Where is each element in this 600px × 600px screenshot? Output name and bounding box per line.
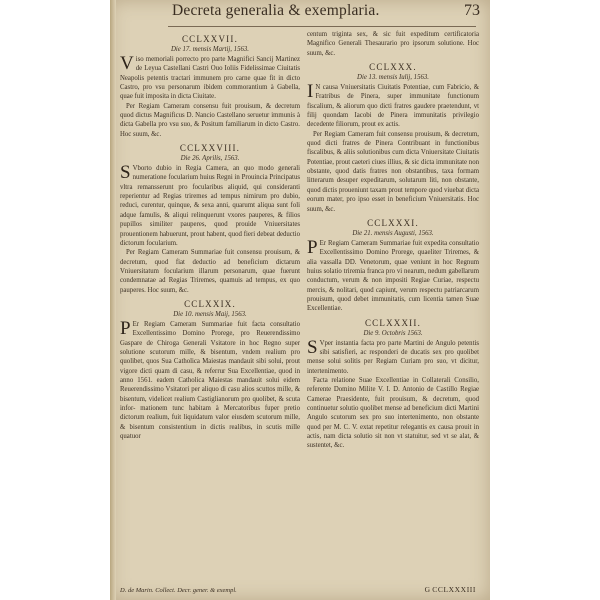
continued-paragraph: centum triginta sex, & sic fuit expeditum certificatoria Magnifico Generali Thesaurario pro ipsorum solutione. Hoc suum, &c. (307, 31, 479, 57)
decree-section (307, 61, 479, 214)
decree-paragraph: Per Regiam Cameram fuit consensu prouisum, & decretum, quod dicti fratres de Pinera Contribuant in functionibus fiscalibus, & aliis solutionibus cum dicta Vniuersitate Ciuitatis Potentiae, prout caeteri ciues illius, & sic dicta immunitate non obstante, quod datis fratres non obstantibus, taxa formam litterarum desuper expeditarum, solutarum liti, non obstante, quod dictis proueniunt taxam prout tempore quod viuebat dicta eorum mater, pro ipso esset in beneficium Vniuersitatis. Hoc suum, &c. (307, 130, 479, 213)
decree-paragraph (307, 336, 479, 376)
paragraph-text: N causa Vniuersitatis Ciuitatis Potentiae, cum Fabricio, & Fratribus de Pinera, super immunitate functionum fiscalium, & aliorum quo dicti fratres gaudere praetendunt, vt filij quondam Iacobi de Pinera immunitatis privilegio decedente filiorum, prout ex actis. (307, 84, 479, 129)
header-rule (168, 26, 476, 27)
paragraph-text: Er Regiam Cameram Summariae fuit expedita consultatio Excellentissimo Domino Prorege, quaeliter Triremes, & alia vassalla DD. Venetorum, quae veniunt in hoc Regnum huius solatio triremia franca pro vi nearum, nedum gabellarum conductum, verum & non impositi Regiae Curiae, respectu mercis, & nolitari, quod capiunt, verum respectu patriarcarum prouisum, quod debet immunitatis, cum licentia tamen Suae Excellentiae. (307, 239, 479, 313)
drop-cap: I (307, 81, 314, 103)
decree-date: Die 9. Octobris 1563. (363, 329, 423, 337)
drop-cap: P (120, 317, 131, 339)
paragraph-text: Vper instantia facta pro parte Martini de Angulo petentis sibi satisfieri, ac responderi de ducatis sex pro quolibet mense solui solitis per Regiam Curiam pro suo, vt dicitur, intertenimento. (307, 339, 479, 375)
page-gutter-shadow (110, 0, 116, 600)
drop-cap: P (307, 236, 318, 258)
paragraph-text: iso memoriali porrecto pro parte Magnifici Sancij Martinez de Leyua Castellani Castri Ouo Ioliis Fidelissimae Ciuitatis Neapolis petentis tractari immunem pro carne quae fit in dicto Castro, pro vsu personarum ibidem commorantium à Gabella, quae fuit imposita in dicta Ciuitate. (120, 56, 300, 101)
decree-number: CCLXXVII. (181, 34, 239, 44)
right-column (307, 30, 479, 586)
drop-cap: V (120, 53, 134, 74)
paragraph-text: Vborto dubio in Regia Camera, an quo modo generali numeratione focularium huius Regni in Prouincia Principatus vltra remansserunt pro focularibus aliquid, qui consideranti reperientur ad Regias triremes ad tempus nimirum pro dubio, reduci, curentur, quinque, & sexa anni, quarumt aliqua sunt foli adque famulis, & aliqui relinquerunt vxores pauperes, & filios pupillos similiter pauperes, quod prouide Vniuersitates prouentionem habuerunt, prout habent, quod fieri debeat deductio dictorum focularium. (120, 165, 300, 247)
decree-paragraph (120, 55, 300, 102)
decree-paragraph (307, 236, 479, 314)
paragraph-text: Er Regiam Cameram Summariae fuit facta consultatio Excellentissimo Domino Prorege, pro Reuerendissimo Gaspare de Chiroga Generali Vsitatore in hoc Regno super solutione scutorum mille, & bisentum, vndem realium pro quolibet, quos Sua Catholica Maiestas mandauit sibi solui, prout vigore dicti quam di casu, & referrur Sua Excellentiae, quod in anno 1561. eadem Catholica Maiestas mandauit solui eidem Reuerendissimo Vsitatori per aliquo di casu alios scuttos mille, & bisentum, videlicet realium Castiglianorum pro quolibet, & scuta infor- mationem tunc habitam à Mercatoribus fuper pretio dictorum realium, fuit liquidatum valor eiusdem scutorum mille, & bisentum consistentium in dictis realibus, in scutis mille quatuor (120, 320, 300, 441)
decree-number: CCLXXX. (369, 62, 417, 73)
footer-signature-line: D. de Marin. Collect. Decr. gener. & exempl. (120, 587, 237, 594)
decree-paragraph (120, 164, 300, 248)
decree-section (120, 298, 300, 441)
signature-mark: G (424, 585, 430, 594)
decree-date: Die 26. Aprilis, 1563. (180, 155, 240, 163)
catchword: CCLXXXIII (432, 585, 476, 594)
decree-paragraph: Per Regiam Cameram Summariae fuit consensu prouisum, & decretum, quod fiat deductio ad beneficium dictarum Vniuersitatum focularium illarum personarum, quae fuerunt condemnatae ad Regias Triremes, quamuis ad tempus, ex quo pauperes. Hoc suum, &c. (120, 249, 300, 294)
decree-number: CCLXXVIII. (179, 143, 241, 154)
left-column (120, 30, 300, 586)
running-header (110, 2, 490, 24)
decree-date: Die 17. mensis Martij, 1563. (171, 46, 249, 53)
book-page (110, 0, 490, 600)
page-number: 73 (464, 2, 480, 19)
decree-paragraph: Per Regiam Cameram consensu fuit prouisum, & decretum quod dictus Magnificus D. Nancio Castellano seruetur immunis à dicta Gabella pro vsu suo, & Positum familiarum in dicto Castro. Hoc suum, &c. (120, 102, 300, 138)
decree-section (307, 217, 479, 314)
drop-cap: S (307, 336, 318, 358)
decree-paragraph (307, 83, 479, 130)
decree-date: Die 13. mensis Iulij, 1563. (357, 74, 429, 82)
decree-section (307, 317, 479, 451)
decree-date: Die 10. mensis Maij, 1563. (173, 310, 247, 318)
decree-number: CCLXXIX. (184, 298, 236, 309)
running-title: Decreta generalia & exemplaria. (172, 2, 380, 19)
drop-cap: S (120, 162, 131, 184)
decree-number: CCLXXXI. (367, 217, 419, 228)
decree-paragraph (120, 317, 300, 441)
decree-number: CCLXXXII. (364, 317, 422, 328)
decree-date: Die 21. mensis Augusti, 1563. (352, 229, 434, 237)
decree-section (120, 33, 300, 139)
decree-section (120, 142, 300, 295)
decree-paragraph: Facta relatione Suae Excellentiae in Collaterali Consilio, referente Domino Milite V. I. D. Antonio de Castillo Regiae Camerae Praesidente, fuit prouisum, & decretum, quod continuetur solutio quolibet mense ad beneficium dicti Martini Angulo scutorum sex pro suo intertenimento, non obstante quod per M. C. V. extat repetitur relegantis ex causa prouit in actis, nam dicta solutio sit non vt statuitur, sed vt se alat, & sustentet, &c. (307, 376, 479, 450)
